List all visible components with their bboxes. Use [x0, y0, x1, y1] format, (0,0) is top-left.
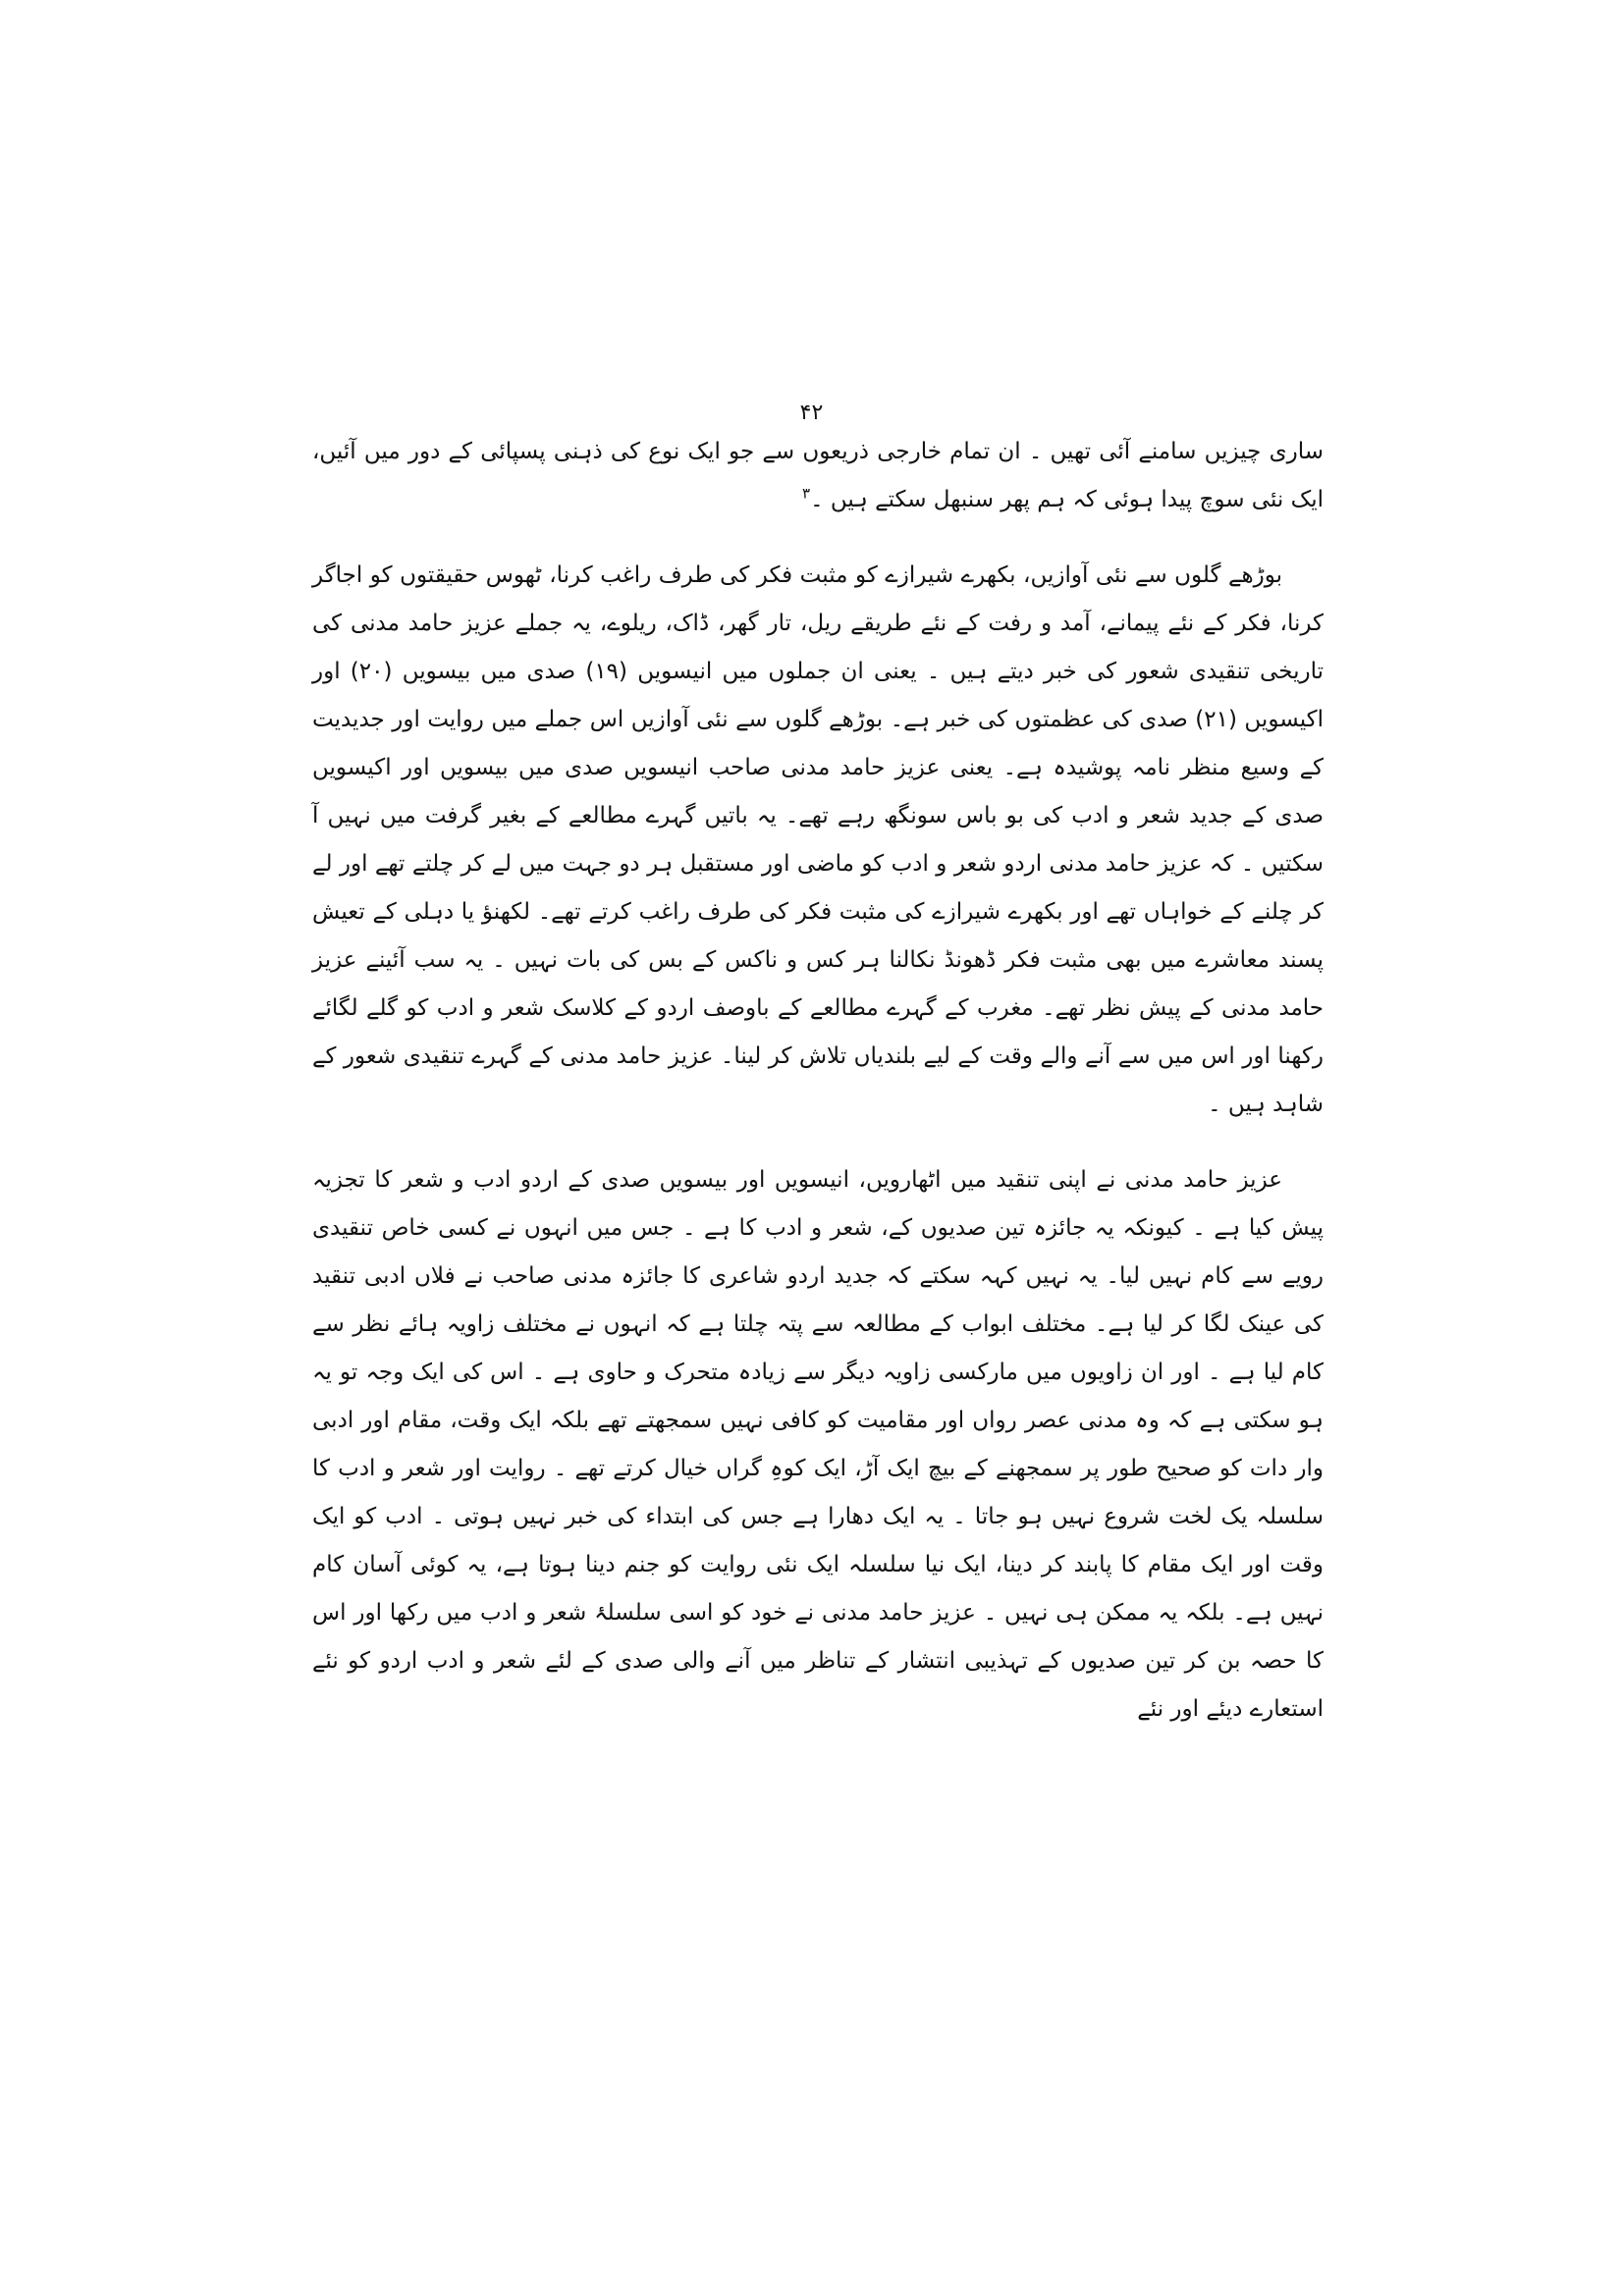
body-paragraph-2: عزیز حامد مدنی نے اپنی تنقید میں اٹھارویں، انیسویں اور بیسویں صدی کے اردو ادب و شعر کا تجزیہ پیش کیا ہے ۔ کیونکہ یہ جائزہ تین صدیوں کے، شعر و ادب کا ہے ۔ جس میں انہوں نے کسی خاص تنقیدی رویے سے کام نہیں لیا۔ یہ نہیں کہہ سکتے کہ جدید اردو شاعری کا جائزہ مدنی صاحب نے فلاں ادبی تنقید کی عینک لگا کر لیا ہے۔ مختلف ابواب کے مطالعہ سے پتہ چلتا ہے کہ انہوں نے مختلف زاویہ ہائے نظر سے کام لیا ہے ۔ اور ان زاویوں میں مارکسی زاویہ دیگر سے زیادہ متحرک و حاوی ہے ۔ اس کی ایک وجہ تو یہ ہو سکتی ہے کہ وہ مدنی عصر رواں اور مقامیت کو کافی نہیں سمجھتے تھے بلکہ ایک وقت، مقام اور ادبی وار دات کو صحیح طور پر سمجھنے کے بیچ ایک آڑ، ایک کوہِ گراں خیال کرتے تھے ۔ روایت اور شعر و ادب کا سلسلہ یک لخت شروع نہیں ہو جاتا ۔ یہ ایک دھارا ہے جس کی ابتداء کی خبر نہیں ہوتی ۔ ادب کو ایک وقت اور ایک مقام کا پابند کر دینا، ایک نیا سلسلہ ایک نئی روایت کو جنم دینا ہوتا ہے، یہ کوئی آسان کام نہیں ہے۔ بلکہ یہ ممکن ہی نہیں ۔ عزیز حامد مدنی نے خود کو اسی سلسلۂ شعر و ادب میں رکھا اور اس کا حصہ بن کر تین صدیوں کے تہذیبی انتشار کے تناظر میں آنے والی صدی کے لئے شعر و ادب اردو کو نئے استعارے دیئے اور نئے: [312, 1167, 1324, 1722]
text-column: [312, 428, 1324, 1761]
footnote-reference: ۳: [802, 484, 811, 503]
quote-text: ساری چیزیں سامنے آئی تھیں ۔ ان تمام خارجی ذریعوں سے جو ایک نوع کی ذہنی پسپائی کے دور میں آئیں، ایک نئی سوچ پیدا ہوئی کہ ہم پھر سنبھل سکتے ہیں ۔: [312, 439, 1324, 512]
page-number: ۴۲: [799, 400, 824, 425]
body-paragraph-1: بوڑھے گلوں سے نئی آوازیں، بکھرے شیرازے کو مثبت فکر کی طرف راغب کرنا، ٹھوس حقیقتوں کو اجاگر کرنا، فکر کے نئے پیمانے، آمد و رفت کے نئے طریقے ریل، تار گھر، ڈاک، ریلوے، یہ جملے عزیز حامد مدنی کی تاریخی تنقیدی شعور کی خبر دیتے ہیں ۔ یعنی ان جملوں میں انیسویں (۱۹) صدی میں بیسویں (۲۰) اور اکیسویں (۲۱) صدی کی عظمتوں کی خبر ہے۔ بوڑھے گلوں سے نئی آوازیں اس جملے میں روایت اور جدیدیت کے وسیع منظر نامہ پوشیدہ ہے۔ یعنی عزیز حامد مدنی صاحب انیسویں صدی میں بیسویں اور اکیسویں صدی کے جدید شعر و ادب کی بو باس سونگھ رہے تھے۔ یہ باتیں گہرے مطالعے کے بغیر گرفت میں نہیں آ سکتیں ۔ کہ عزیز حامد مدنی اردو شعر و ادب کو ماضی اور مستقبل ہر دو جہت میں لے کر چلتے تھے اور لے کر چلنے کے خواہاں تھے اور بکھرے شیرازے کی مثبت فکر کی طرف راغب کرتے تھے۔ لکھنؤ یا دہلی کے تعیش پسند معاشرے میں بھی مثبت فکر ڈھونڈ نکالنا ہر کس و ناکس کے بس کی بات نہیں ۔ یہ سب آئینے عزیز حامد مدنی کے پیش نظر تھے۔ مغرب کے گہرے مطالعے کے باوصف اردو کے کلاسک شعر و ادب کو گلے لگائے رکھنا اور اس میں سے آنے والے وقت کے لیے بلندیاں تلاش کر لینا۔ عزیز حامد مدنی کے گہرے تنقیدی شعور کے شاہد ہیں ۔: [312, 562, 1325, 1117]
quote-paragraph: [312, 428, 1324, 524]
